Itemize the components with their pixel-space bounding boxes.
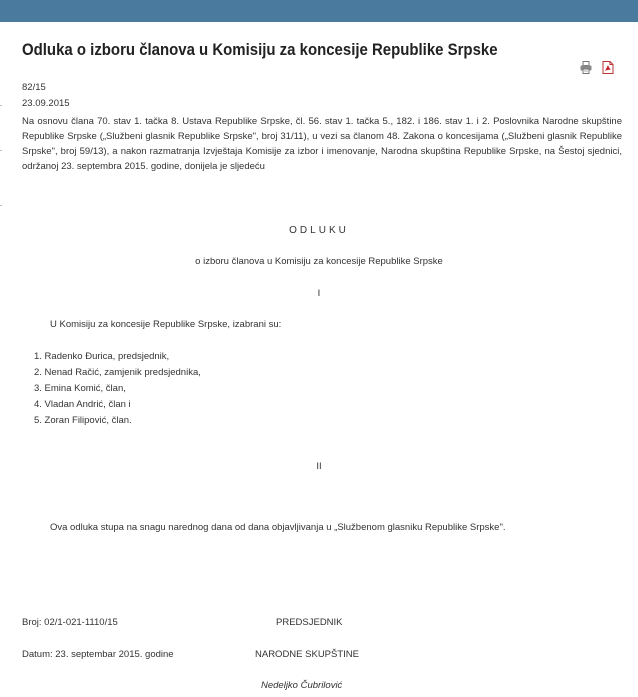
edge-mark: [0, 205, 2, 206]
edge-mark: [0, 150, 2, 151]
section-two-text: Ova odluka stupa na snagu narednog dana od dana objavljivanja u „Službenom glasniku Republike Srpske".: [50, 522, 506, 533]
list-item: 5. Zoran Filipović, član.: [34, 415, 132, 426]
intro-paragraph: Na osnovu člana 70. stav 1. tačka 8. Ustava Republike Srpske, čl. 56. stav 1. tačka 5., 182. i 186. stav 1. i 2. Poslovnika Narodne skupštine Republike Srpske („Službeni glasnik Republike Srpske", broj 31/11), u vezi sa članom 48. Zakona o koncesijama („Službeni glasnik Republike Srpske", broj 59/13), a nakon razmatranja Izvještaja Komisije za izbor i imenovanje, Narodna skupština Republike Srpske, na Šestoj sjednici, održanoj 23. septembra 2015. godine, donijela je sljedeću: [22, 116, 622, 172]
footer-signer: Nedeljko Čubrilović: [261, 680, 343, 691]
footer-broj: Broj: 02/1-021-1110/15: [22, 617, 118, 628]
print-icon[interactable]: [580, 61, 592, 74]
top-bar: [0, 0, 638, 22]
section-one-text: U Komisiju za koncesije Republike Srpske, izabrani su:: [50, 319, 282, 330]
pdf-icon[interactable]: [602, 61, 614, 74]
decision-subheading: o izboru članova u Komisiju za koncesije Republike Srpske: [195, 256, 443, 267]
decision-heading: ODLUKU: [289, 225, 349, 236]
page-title: Odluka o izboru članova u Komisiju za koncesije Republike Srpske: [22, 40, 498, 59]
section-two-heading: II: [316, 461, 322, 472]
list-item: 2. Nenad Račić, zamjenik predsjednika,: [34, 367, 201, 378]
edge-mark: [0, 105, 2, 106]
document-date: 23.09.2015: [22, 98, 70, 109]
list-item: 3. Emina Komić, član,: [34, 383, 126, 394]
member-list: [34, 349, 201, 429]
footer-role-line1: PREDSJEDNIK: [276, 617, 343, 628]
list-item: 4. Vladan Andrić, član i: [34, 399, 131, 410]
section-one-heading: I: [317, 288, 321, 299]
list-item: 1. Radenko Đurica, predsjednik,: [34, 351, 170, 362]
document-number: 82/15: [22, 82, 46, 93]
footer-role-line2: NARODNE SKUPŠTINE: [255, 649, 359, 660]
footer-datum: Datum: 23. septembar 2015. godine: [22, 649, 174, 660]
